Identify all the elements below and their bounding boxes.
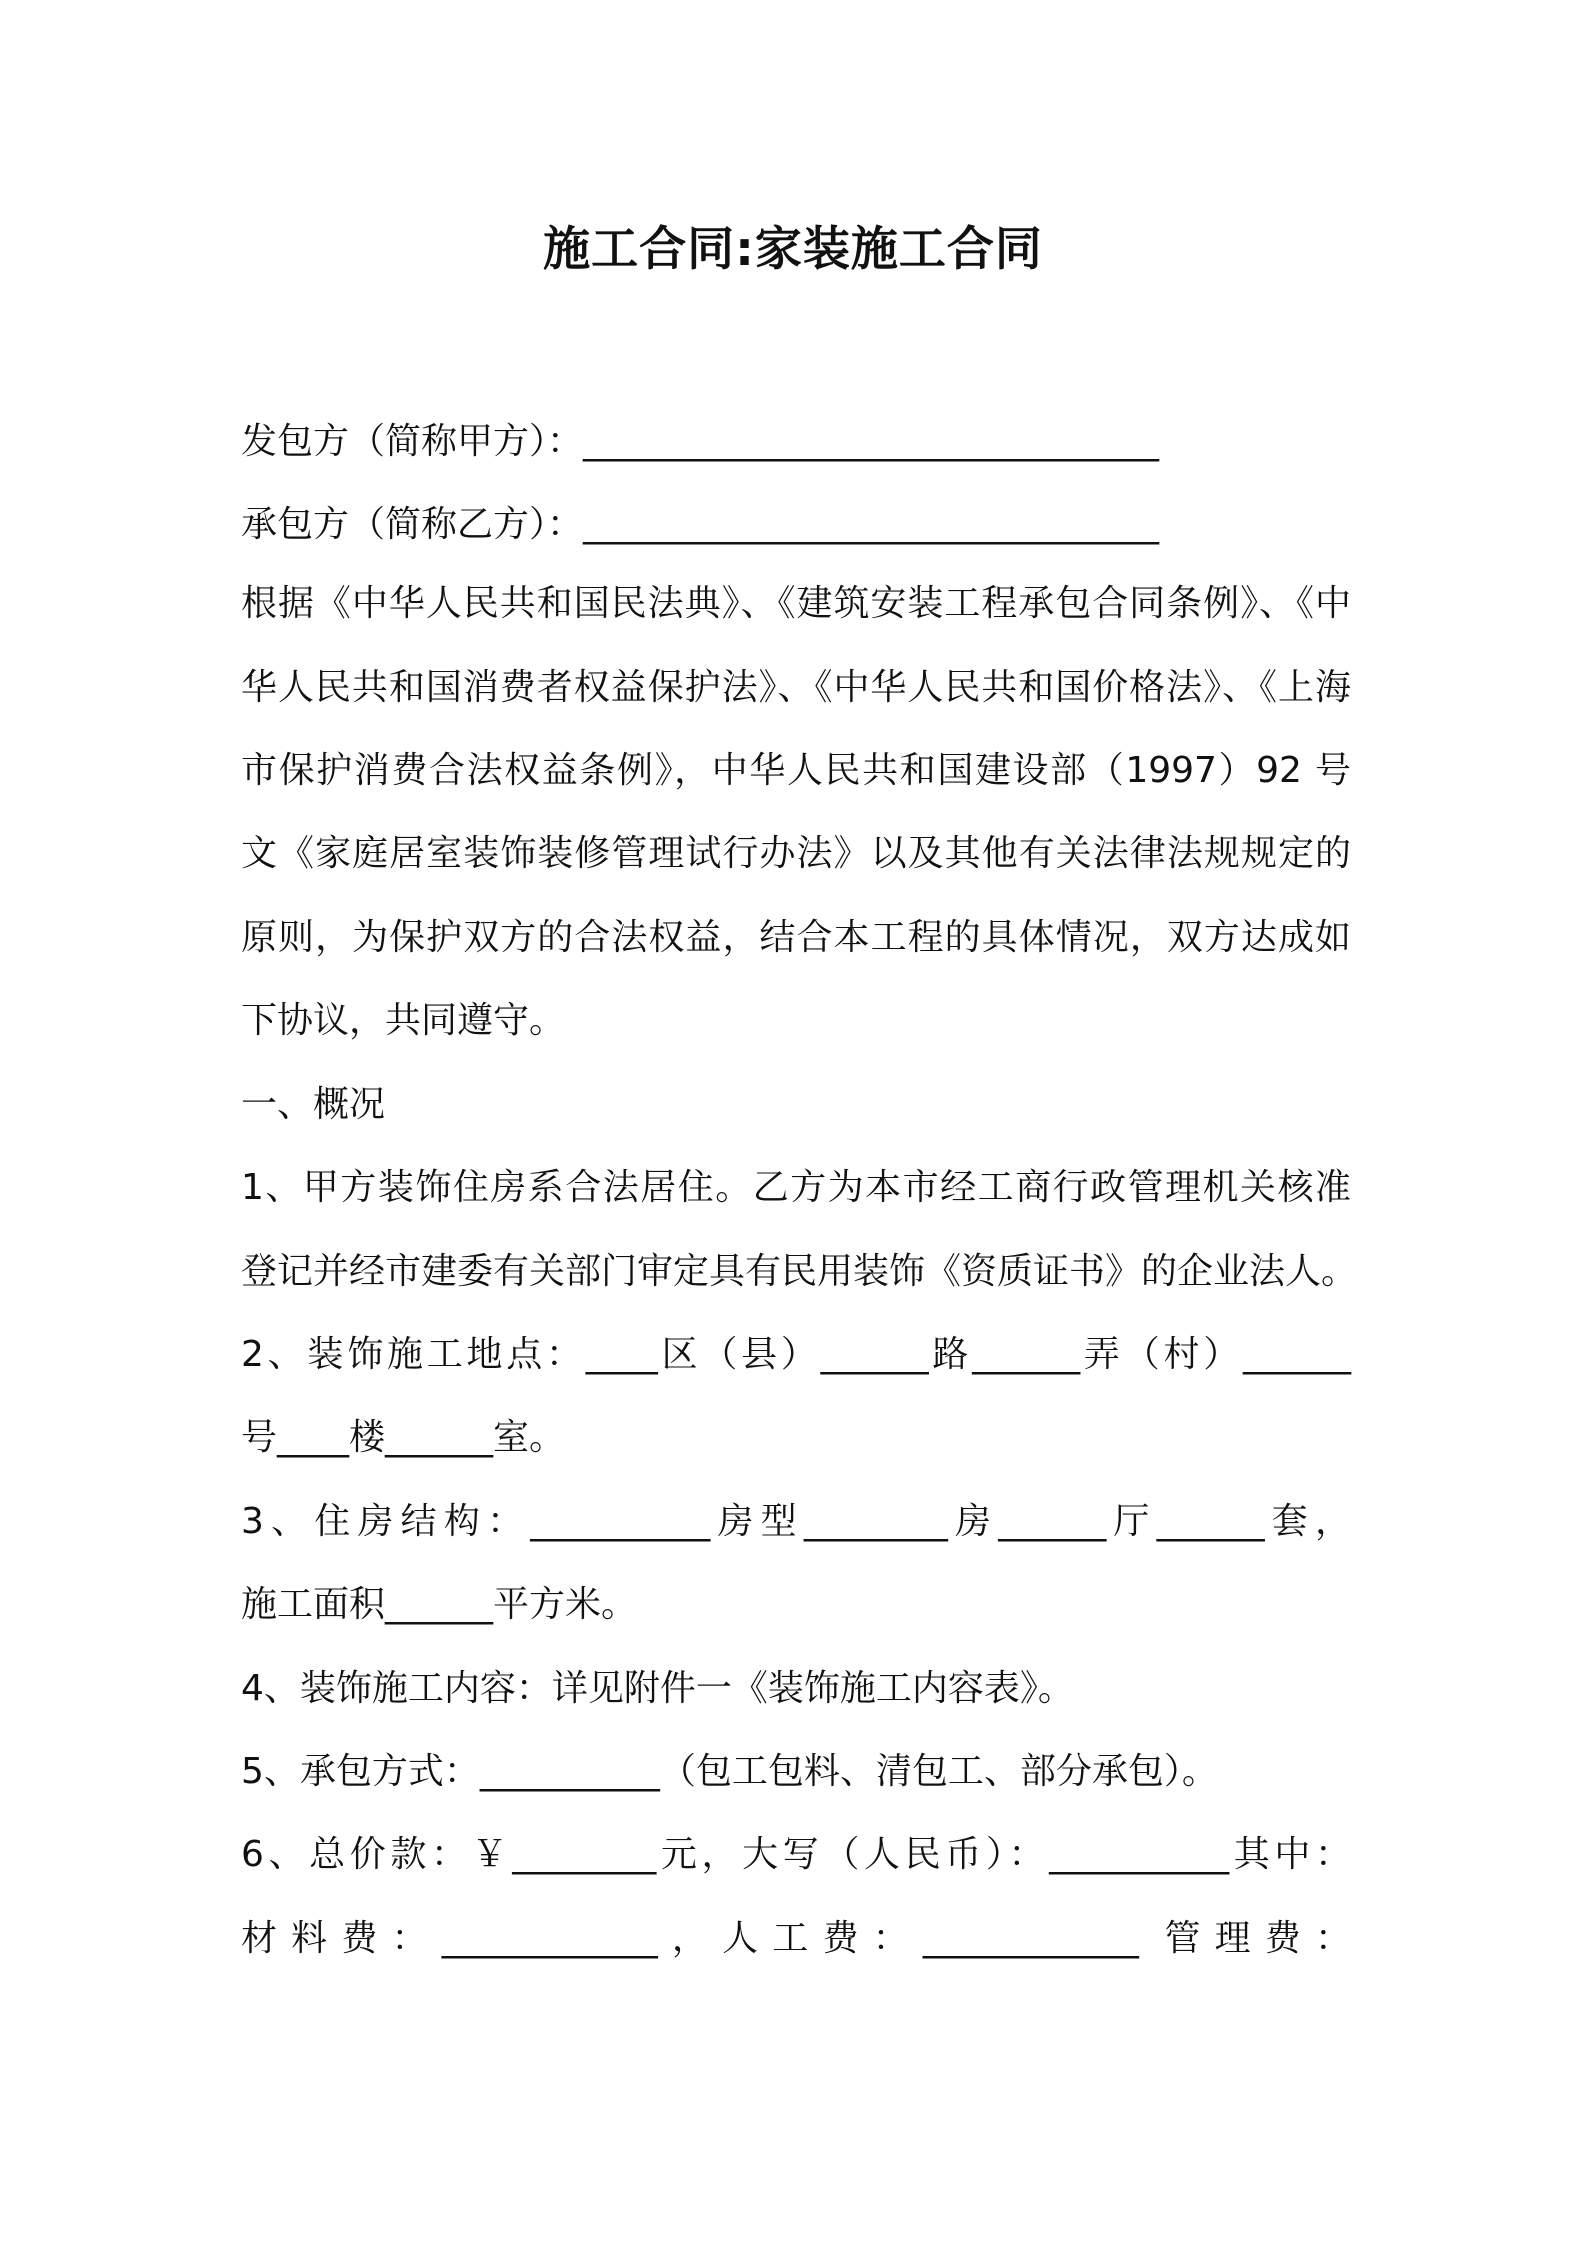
preamble-line: 文《家庭居室装饰装修管理试行办法》以及其他有关法律法规规定的: [241, 833, 1351, 874]
clause-line: 号____楼______室。: [241, 1417, 566, 1458]
clause-line: 4、装饰施工内容：详见附件一《装饰施工内容表》。: [241, 1668, 1074, 1709]
party-a-line: 发包方（简称甲方）：________________________________: [241, 421, 1160, 462]
preamble-line: 华人民共和国消费者权益保护法》、《中华人民共和国价格法》、《上海: [241, 667, 1351, 708]
clause-line: 3、住房结构：__________房型________房______厅______套，: [241, 1501, 1351, 1542]
preamble-line: 原则，为保护双方的合法权益，结合本工程的具体情况，双方达成如: [241, 917, 1351, 958]
clause-line: 2、装饰施工地点：____区（县）______路______弄（村）______: [241, 1334, 1351, 1375]
preamble-line: 根据《中华人民共和国民法典》、《建筑安装工程承包合同条例》、《中: [241, 583, 1351, 624]
clause-line: 材料费：____________，人工费：____________ 管理费：: [241, 1918, 1351, 1959]
clause-line: 6、总价款：￥________元，大写（人民币）：__________其中：: [241, 1834, 1351, 1875]
clause-line: 登记并经市建委有关部门审定具有民用装饰《资质证书》的企业法人。: [241, 1251, 1358, 1292]
clause-line: 施工面积______平方米。: [241, 1584, 638, 1625]
clause-line: 5、承包方式：__________（包工包料、清包工、部分承包）。: [241, 1751, 1218, 1792]
preamble-line: 市保护消费合法权益条例》，中华人民共和国建设部（1997）92 号: [241, 750, 1351, 791]
preamble-line: 下协议，共同遵守。: [241, 1000, 566, 1041]
clause-line: 1、甲方装饰住房系合法居住。乙方为本市经工商行政管理机关核准: [241, 1167, 1351, 1208]
party-b-line: 承包方（简称乙方）：________________________________: [241, 504, 1160, 545]
document-title: 施工合同:家装施工合同: [543, 222, 1043, 277]
section-heading: 一、概况: [241, 1084, 386, 1125]
